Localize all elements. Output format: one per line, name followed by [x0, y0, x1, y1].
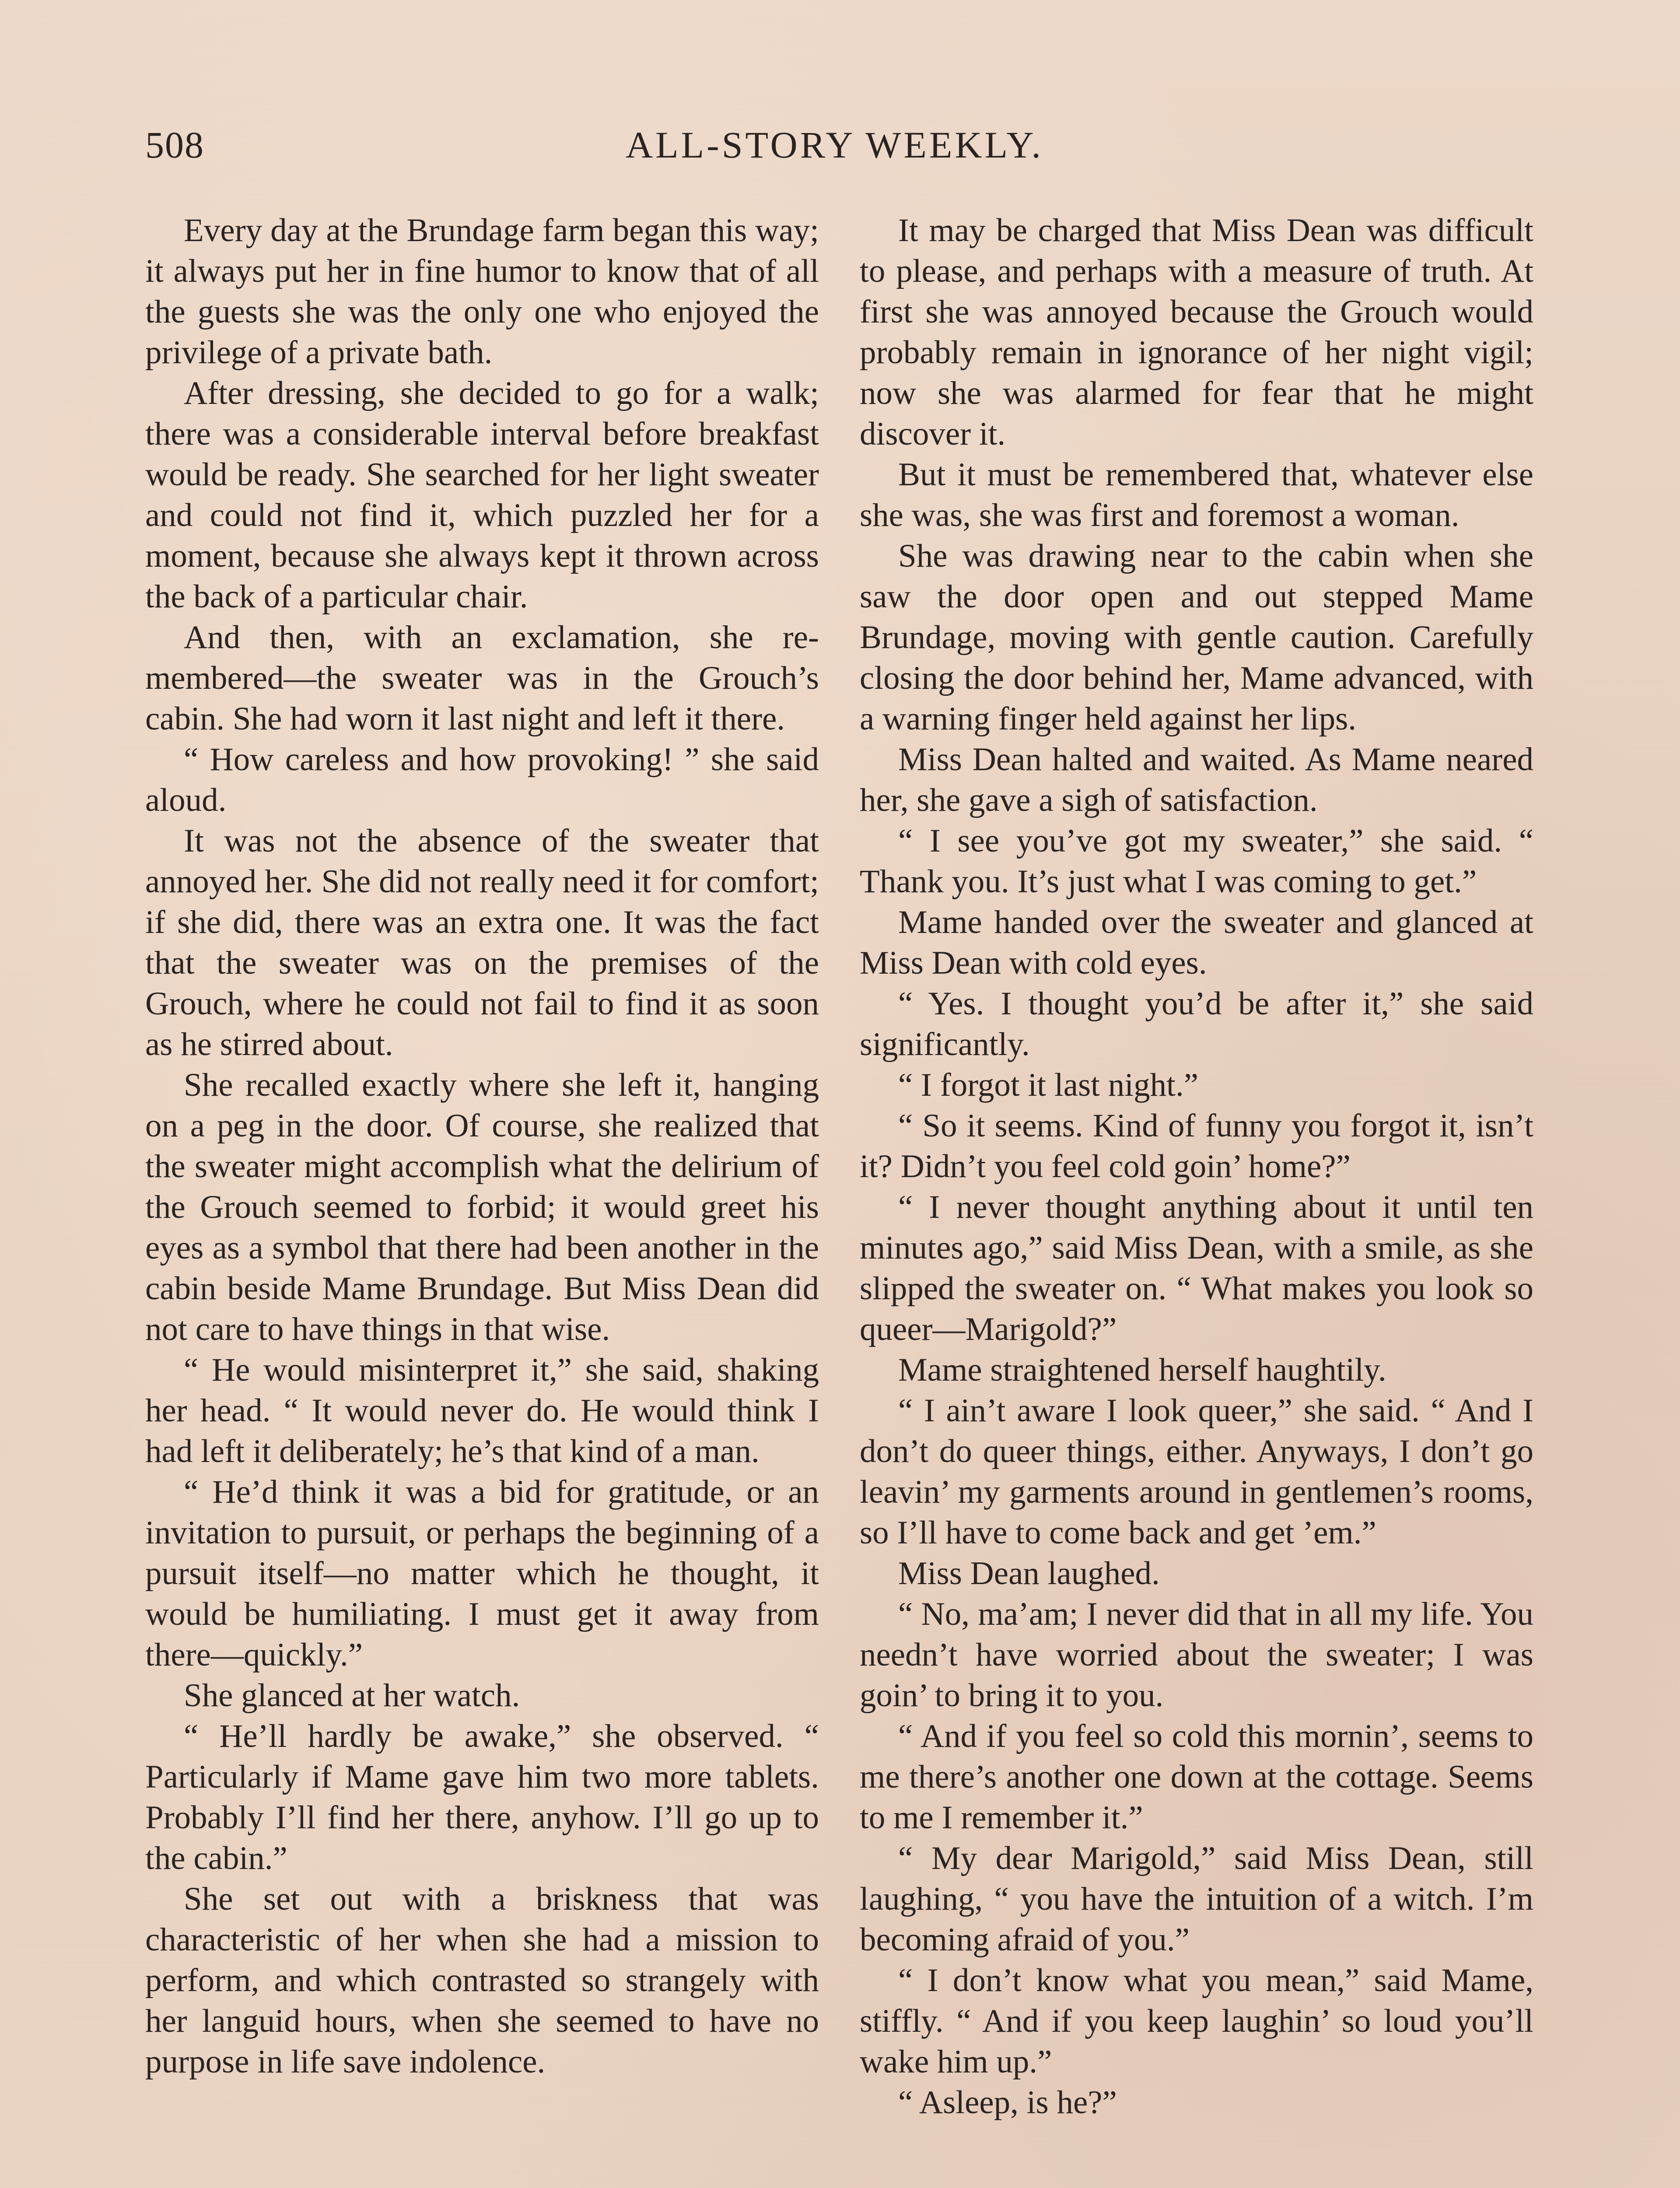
paragraph: Miss Dean laughed.	[898, 1555, 1160, 1592]
paragraph: “ I see you’ve got my sweater,” she said. “ Thank you. It’s just what I was coming to get.”	[860, 823, 1533, 900]
paragraph: She glanced at her watch.	[184, 1677, 520, 1714]
paragraph: After dressing, she decided to go for a walk; there was a considerable interval before breakfast would be ready. She searched for her light sweater and could not find it, which puzzled her for a moment, because she always kept it thrown across the back of a particular chair.	[145, 375, 819, 615]
paragraph: It was not the absence of the sweater that annoyed her. She did not really need it for comfort; if she did, there was an extra one. It was the fact that the sweater was on the premises of the Grouch, where he could not fail to find it as soon as he stirred about.	[145, 823, 819, 1062]
paragraph: “ Yes. I thought you’d be after it,” she said significantly.	[860, 985, 1533, 1062]
page-number: 508	[145, 124, 204, 166]
right-column	[860, 210, 1533, 2123]
paragraph: “ He would misinterpret it,” she said, shaking her head. “ It would never do. He would think I had left it deliberately; he’s that kind of a man.	[145, 1352, 819, 1469]
paragraph: “ Asleep, is he?”	[898, 2084, 1117, 2121]
paragraph: “ I never thought anything about it until ten minutes ago,” said Miss Dean, with a smile, as she slipped the sweater on. “ What makes you look so queer—Marigold?”	[860, 1189, 1533, 1347]
paragraph: “ How careless and how provoking! ” she said aloud.	[145, 741, 819, 818]
paragraph: “ And if you feel so cold this mornin’, seems to me there’s another one down at the cottage. Seems to me I remember it.”	[860, 1718, 1533, 1836]
paragraph: “ So it seems. Kind of funny you forgot it, isn’t it? Didn’t you feel cold goin’ home?”	[860, 1108, 1533, 1185]
paragraph: “ He’ll hardly be awake,” she observed. “ Particularly if Mame gave him two more tablets. Probably I’ll find her there, anyhow. I’ll go up to the cabin.”	[145, 1718, 819, 1876]
paragraph: Mame straightened herself haughtily.	[898, 1352, 1386, 1388]
paragraph: She was drawing near to the cabin when she saw the door open and out stepped Mame Brundage, moving with gentle caution. Carefully closing the door behind her, Mame advanced, with a warning finger held against her lips.	[860, 538, 1533, 737]
paragraph: “ My dear Marigold,” said Miss Dean, still laughing, “ you have the intuition of a witch. I’m becoming afraid of you.”	[860, 1840, 1533, 1958]
paragraph: Miss Dean halted and waited. As Mame neared her, she gave a sigh of satisfaction.	[860, 741, 1533, 818]
running-head: ALL-STORY WEEKLY.	[626, 124, 1043, 166]
paragraph: “ I ain’t aware I look queer,” she said. “ And I don’t do queer things, either. Anyways, I don’t go leavin’ my garments around in gentlemen’s rooms, so I’ll have to come back and get ’em.”	[860, 1392, 1533, 1551]
paragraph: Mame handed over the sweater and glanced at Miss Dean with cold eyes.	[860, 904, 1533, 981]
paragraph: She recalled exactly where she left it, hanging on a peg in the door. Of course, she realized that the sweater might accomplish what the delirium of the Grouch seemed to forbid; it would greet his eyes as a symbol that there had been another in the cabin beside Mame Brundage. But Miss Dean did not care to have things in that wise.	[145, 1067, 819, 1347]
paragraph: “ I don’t know what you mean,” said Mame, stiffly. “ And if you keep laughin’ so loud you’ll wake him up.”	[860, 1962, 1533, 2080]
left-column	[145, 210, 819, 2082]
paragraph: But it must be remembered that, whatever else she was, she was first and foremost a woman.	[860, 456, 1533, 533]
paragraph: “ I forgot it last night.”	[898, 1067, 1198, 1103]
paragraph: Every day at the Brundage farm began this way; it always put her in fine humor to know that of all the guests she was the only one who enjoyed the privilege of a private bath.	[145, 212, 819, 371]
paragraph: “ No, ma’am; I never did that in all my life. You needn’t have worried about the sweater; I was goin’ to bring it to you.	[860, 1596, 1533, 1714]
paragraph: And then, with an exclamation, she remembered—the sweater was in the Grouch’s cabin. She had worn it last night and left it there.	[145, 619, 819, 737]
paragraph: “ He’d think it was a bid for gratitude, or an invitation to pursuit, or perhaps the beginning of a pursuit itself—no matter which he thought, it would be humiliating. I must get it away from there—quickly.”	[145, 1474, 819, 1673]
paragraph: She set out with a briskness that was characteristic of her when she had a mission to perform, and which contrasted so strangely with her languid hours, when she seemed to have no purpose in life save indolence.	[145, 1881, 819, 2080]
paragraph: It may be charged that Miss Dean was difficult to please, and perhaps with a measure of truth. At first she was annoyed because the Grouch would probably remain in ignorance of her night vigil; now she was alarmed for fear that he might discover it.	[860, 212, 1533, 452]
